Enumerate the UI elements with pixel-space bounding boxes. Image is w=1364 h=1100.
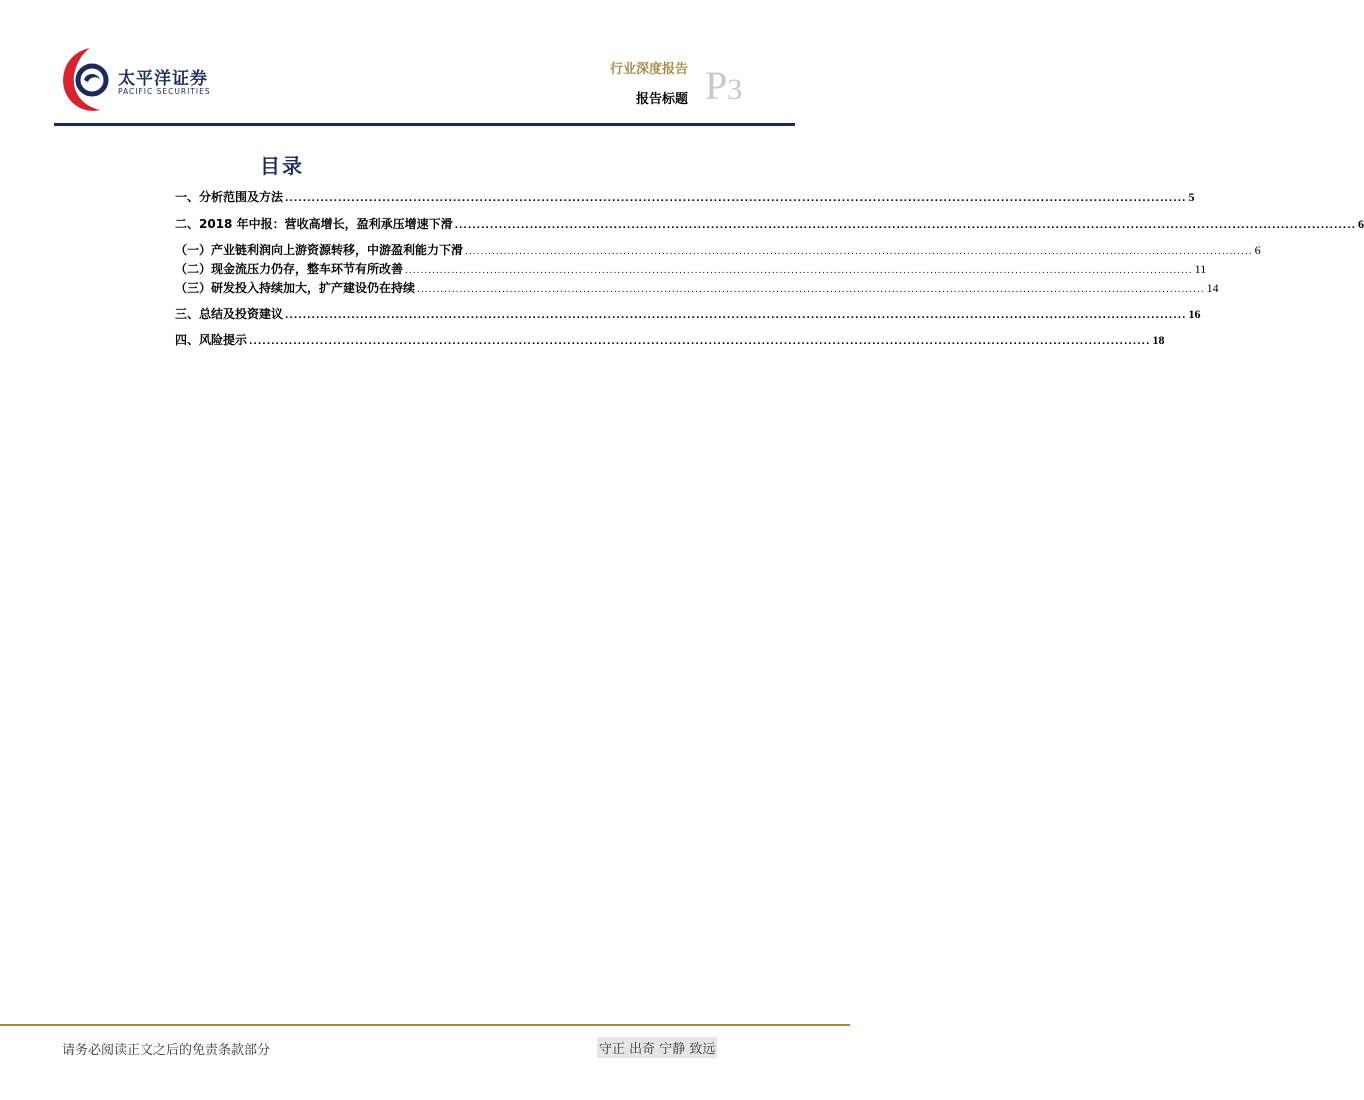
toc-leader-dots: ............................................................................................................................................................................................................	[417, 285, 1205, 295]
footer-divider	[0, 1024, 850, 1026]
toc-leader-dots: ............................................................................................................................................................................................................	[454, 221, 1357, 231]
page-digit: 3	[727, 73, 743, 106]
toc-entry-page: 16	[1188, 307, 1201, 321]
page-number	[705, 63, 743, 108]
header-divider	[54, 123, 795, 126]
toc-entry[interactable]	[175, 188, 1195, 205]
brand-name-cn: 太平洋证券	[118, 69, 208, 89]
footer-disclaimer: 请务必阅读正文之后的免责条款部分	[62, 1043, 271, 1058]
toc-entry[interactable]	[175, 279, 1219, 296]
toc-entry[interactable]	[175, 331, 1165, 348]
report-title: 报告标题	[635, 92, 688, 107]
toc-leader-dots: ............................................................................................................................................................................................................	[465, 247, 1253, 257]
toc-leader-dots: ............................................................................................................................................................................................................	[285, 194, 1187, 204]
toc-entry-text: 三、总结及投资建议	[175, 307, 284, 321]
toc-entry-text: 二、2018 年中报：营收高增长，盈利承压增速下滑	[175, 217, 453, 231]
toc-entry-page: 18	[1152, 333, 1165, 347]
toc-entry[interactable]	[175, 305, 1201, 322]
toc-entry-page: 6	[1358, 217, 1364, 231]
page-letter: P	[705, 63, 728, 108]
toc-entry-text: 一、分析范围及方法	[175, 190, 284, 204]
report-type: 行业深度报告	[609, 62, 688, 77]
toc-entry-page: 6	[1254, 243, 1261, 257]
brand-name-en: PACIFIC SECURITIES	[118, 87, 211, 96]
toc-leader-dots: ............................................................................................................................................................................................................	[405, 266, 1193, 276]
toc-entry[interactable]	[175, 215, 1364, 232]
toc-entry-page: 5	[1188, 190, 1195, 204]
toc-entry-page: 11	[1194, 262, 1207, 276]
logo-mark-icon	[60, 44, 116, 114]
toc-entry-text: （一）产业链利润向上游资源转移，中游盈利能力下滑	[175, 243, 464, 257]
toc-entry-text: 四、风险提示	[175, 333, 248, 347]
toc-entry[interactable]	[175, 241, 1261, 258]
toc-leader-dots: ............................................................................................................................................................................................................	[285, 311, 1187, 321]
toc-entry[interactable]	[175, 260, 1207, 277]
company-logo	[60, 44, 230, 114]
footer-motto: 守正 出奇 宁静 致远	[597, 1037, 717, 1058]
toc-leader-dots: ............................................................................................................................................................................................................	[249, 337, 1151, 347]
toc-heading: 目录	[260, 154, 304, 178]
toc-entry-text: （二）现金流压力仍存，整车环节有所改善	[175, 262, 404, 276]
toc-entry-page: 14	[1206, 281, 1219, 295]
toc-entry-text: （三）研发投入持续加大，扩产建设仍在持续	[175, 281, 416, 295]
